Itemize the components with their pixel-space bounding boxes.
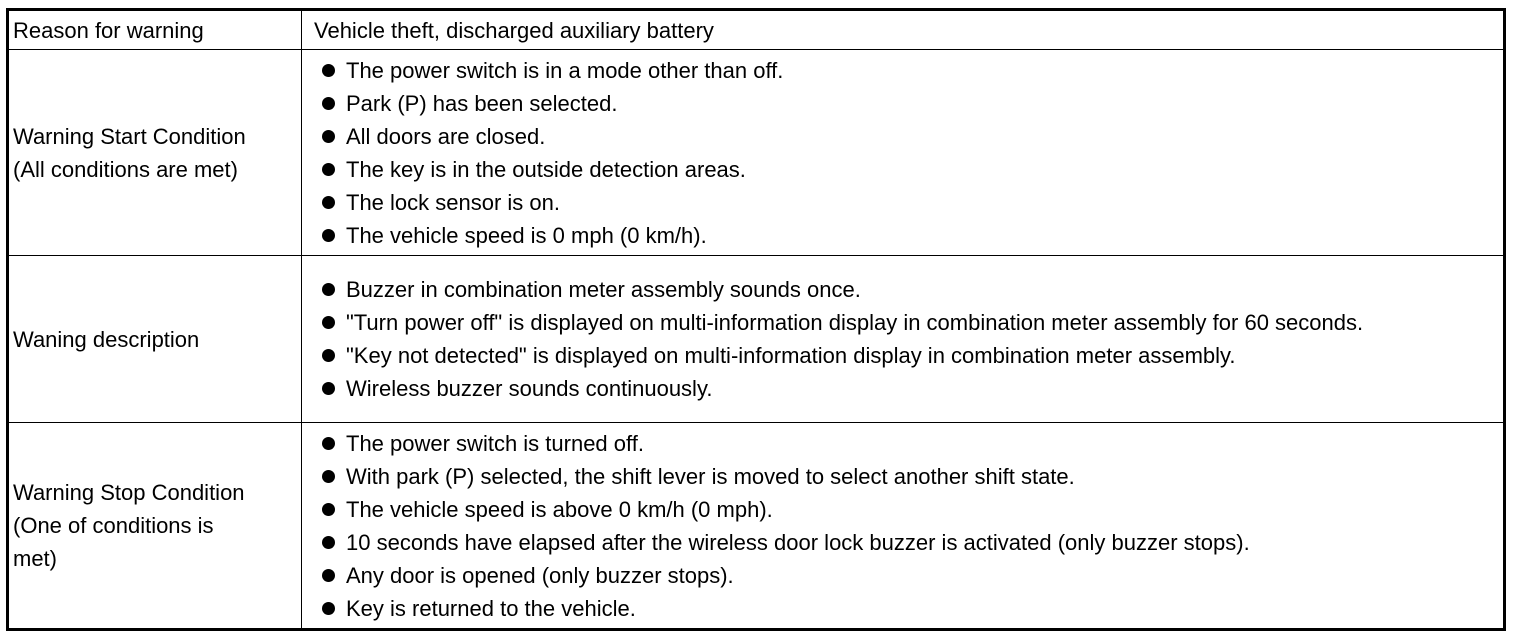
- stop-condition-label-line1: Warning Stop Condition: [13, 480, 245, 505]
- list-item: [314, 460, 1495, 493]
- list-item: [314, 306, 1495, 339]
- description-list-cell: [302, 256, 1505, 423]
- stop-condition-label: [8, 423, 302, 630]
- list-item-text: The power switch is turned off.: [346, 430, 644, 456]
- list-item-text: Park (P) has been selected.: [346, 90, 618, 116]
- start-condition-list-cell: [302, 50, 1505, 256]
- list-item-text: The vehicle speed is above 0 km/h (0 mph).: [346, 496, 773, 522]
- list-item: [314, 526, 1495, 559]
- list-item: [314, 559, 1495, 592]
- bullet-icon: [322, 283, 335, 296]
- bullet-icon: [322, 229, 335, 242]
- description-label: Waning description: [8, 256, 302, 423]
- list-item: [314, 120, 1495, 153]
- list-item-text: With park (P) selected, the shift lever is moved to select another shift state.: [346, 463, 1075, 489]
- list-item: [314, 153, 1495, 186]
- bullet-icon: [322, 602, 335, 615]
- list-item-text: Key is returned to the vehicle.: [346, 595, 636, 621]
- bullet-icon: [322, 64, 335, 77]
- list-item: [314, 54, 1495, 87]
- list-item: [314, 186, 1495, 219]
- bullet-icon: [322, 163, 335, 176]
- list-item-text: The key is in the outside detection areas.: [346, 156, 746, 182]
- bullet-icon: [322, 349, 335, 362]
- table-row-stop-condition: [8, 423, 1505, 630]
- list-item: [314, 592, 1495, 625]
- bullet-icon: [322, 437, 335, 450]
- list-item-text: The vehicle speed is 0 mph (0 km/h).: [346, 222, 707, 248]
- bullet-icon: [322, 503, 335, 516]
- list-item: [314, 493, 1495, 526]
- table-row-reason: [8, 10, 1505, 50]
- list-item-text: The power switch is in a mode other than off.: [346, 57, 784, 83]
- bullet-icon: [322, 196, 335, 209]
- stop-condition-label-line3: met): [13, 546, 57, 571]
- list-item-text: 10 seconds have elapsed after the wireless door lock buzzer is activated (only buzzer stops).: [346, 529, 1250, 555]
- bullet-icon: [322, 382, 335, 395]
- list-item: [314, 273, 1495, 306]
- list-item-text: "Turn power off" is displayed on multi-information display in combination meter assembly for 60 seconds.: [346, 310, 1364, 335]
- list-item-text: "Key not detected" is displayed on multi-information display in combination meter assembly.: [346, 343, 1236, 368]
- table-row-start-condition: [8, 50, 1505, 256]
- bullet-icon: [322, 536, 335, 549]
- bullet-icon: [322, 470, 335, 483]
- list-item: [314, 87, 1495, 120]
- list-item: [314, 427, 1495, 460]
- bullet-icon: [322, 569, 335, 582]
- list-item-text: The lock sensor is on.: [346, 189, 560, 215]
- table-row-description: [8, 256, 1505, 423]
- stop-condition-label-line2: (One of conditions is: [13, 513, 214, 538]
- list-item-text: Any door is opened (only buzzer stops).: [346, 562, 734, 588]
- reason-value: Vehicle theft, discharged auxiliary battery: [302, 10, 1505, 50]
- start-condition-list: [314, 54, 1495, 252]
- list-item-text: All doors are closed.: [346, 123, 546, 149]
- bullet-icon: [322, 97, 335, 110]
- list-item-text: Buzzer in combination meter assembly sounds once.: [346, 277, 861, 302]
- description-list: [314, 273, 1495, 405]
- stop-condition-list: [314, 427, 1495, 625]
- start-condition-label-line1: Warning Start Condition: [13, 123, 246, 149]
- reason-label: Reason for warning: [8, 10, 302, 50]
- list-item: [314, 339, 1495, 372]
- stop-condition-list-cell: [302, 423, 1505, 630]
- bullet-icon: [322, 316, 335, 329]
- bullet-icon: [322, 130, 335, 143]
- start-condition-label: [8, 50, 302, 256]
- warning-table: [6, 8, 1506, 631]
- start-condition-label-line2: (All conditions are met): [13, 156, 238, 182]
- list-item: [314, 219, 1495, 252]
- list-item-text: Wireless buzzer sounds continuously.: [346, 376, 713, 401]
- list-item: [314, 372, 1495, 405]
